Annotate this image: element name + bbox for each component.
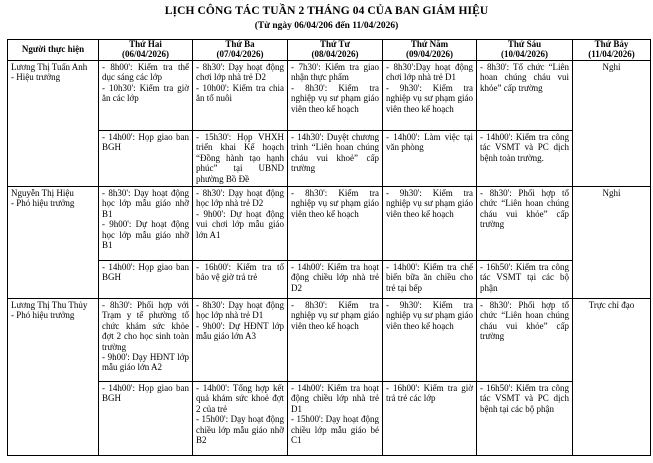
cell-r1-thu-pm xyxy=(383,130,477,186)
person-role: - Phó hiệu trưởng xyxy=(11,198,75,209)
schedule-item: - 14h00': Kiểm tra hoạt động chiều lớp nhà trẻ D1 xyxy=(291,382,379,414)
person-name: Lương Thị Thu Thủy xyxy=(11,299,88,310)
schedule-item: - 7h30': Kiểm tra giao nhận thực phẩm xyxy=(291,61,379,83)
header-saturday xyxy=(573,40,651,61)
cell-r3-thu-pm xyxy=(383,381,477,455)
schedule-item: - 14h00': Họp giao ban BGH xyxy=(102,382,189,404)
saturday-note: Trực chỉ đạo xyxy=(588,299,635,310)
schedule-item: - 14h00': Kiểm tra chế biến bữa ăn chiều cho trẻ tại bếp xyxy=(386,261,473,293)
schedule-item: - 8h30': Dạy hoạt động học lớp mẫu giáo nhỡ B1 xyxy=(102,187,189,219)
schedule-item: - 16h50': Kiểm tra công tác VSMT tại các bộ phận xyxy=(480,261,569,293)
schedule-item: - 9h00': Dự HĐNT lớp mẫu giáo lớn A3 xyxy=(196,320,284,342)
cell-r3-mon-pm xyxy=(99,381,193,455)
cell-r1-tue-am xyxy=(193,60,288,130)
schedule-item: - 9h00': Dạy HĐNT lớp mẫu giáo lớn A2 xyxy=(102,351,189,373)
cell-r2-fri-am xyxy=(477,186,573,260)
day-date: (11/04/2026) xyxy=(588,48,635,59)
schedule-item: - 8h30': Phối hợp với Trạm y tế phường tổ chức khám sức khỏe đợt 2 cho học sinh toàn trường xyxy=(102,299,189,352)
day-date: (06/04/2026) xyxy=(122,48,169,59)
schedule-item: - 16h00': Kiểm tra giờ trả trẻ các lớp xyxy=(386,382,473,404)
day-date: (10/04/2026) xyxy=(501,48,548,59)
document-title: LỊCH CÔNG TÁC TUẦN 2 THÁNG 04 CỦA BAN GIÁM HIỆU xyxy=(164,5,489,17)
schedule-item: - 15h00': Dạy hoạt động chiều lớp mẫu giáo nhỡ B2 xyxy=(196,414,284,445)
schedule-item: - 16h00': Kiểm tra tổ bảo vệ giờ trả trẻ xyxy=(196,261,284,283)
cell-r3-fri-pm xyxy=(477,381,573,455)
row-1-afternoon xyxy=(8,130,651,186)
cell-r3-tue-am xyxy=(193,298,288,381)
schedule-item: - 8h00': Kiểm tra thể dục sáng các lớp xyxy=(102,61,189,83)
cell-r3-wed-pm xyxy=(288,381,383,455)
cell-r2-saturday xyxy=(573,186,651,298)
document-subtitle: (Từ ngày 06/04/206 đến 11/04/2026) xyxy=(254,21,399,31)
schedule-item: - 9h00': Dự hoạt động vui chơi lớp mẫu giáo lớn A1 xyxy=(196,208,284,240)
header-tuesday xyxy=(193,40,288,61)
schedule-item: - 8h30': Tổ chức “Liên hoan chúng cháu vui khỏe” cấp trường xyxy=(480,61,569,93)
person-role: - Hiệu trưởng xyxy=(11,72,61,83)
schedule-item: - 14h00': Họp giao ban BGH xyxy=(102,131,189,153)
schedule-item: - 10h30': Kiểm tra giờ ăn các lớp xyxy=(102,82,189,104)
cell-r1-thu-am xyxy=(383,60,477,130)
cell-r3-mon-am xyxy=(99,298,193,381)
day-date: (09/04/2026) xyxy=(406,48,453,59)
schedule-item: - 14h00': Tổng hợp kết quả khám sức khoẻ đợt 2 của trẻ xyxy=(196,382,284,414)
day-name: Thứ Tư xyxy=(320,39,350,49)
schedule-item: - 14h00': Làm việc tại văn phòng xyxy=(386,131,473,153)
cell-r2-thu-am xyxy=(383,186,477,260)
schedule-item: - 8h30': Kiểm tra nghiệp vụ sư phạm giáo viên theo kế hoạch xyxy=(291,82,379,114)
day-name: Thứ Bảy xyxy=(594,39,629,49)
day-name: Thứ Sáu xyxy=(507,39,542,49)
header-row xyxy=(8,40,651,61)
day-name: Thứ Năm xyxy=(410,39,449,49)
cell-r3-wed-am xyxy=(288,298,383,381)
schedule-item: - 14h30': Duyệt chương trình “Liên hoan chúng cháu vui khoẻ” cấp trường xyxy=(291,131,379,174)
schedule-item: - 16h50': Kiểm tra công tác VSMT và PC dịch bệnh tại các bộ phận xyxy=(480,382,569,414)
schedule-item: - 14h00': Kiểm tra hoạt động chiều lớp nhà trẻ D2 xyxy=(291,261,379,293)
cell-r3-fri-am xyxy=(477,298,573,381)
schedule-item: - 8h30': Kiểm tra nghiệp vụ sư phạm giáo viên theo kế hoạch xyxy=(291,299,379,331)
person-role: - Phó hiệu trưởng xyxy=(11,310,75,321)
schedule-item: - 8h30': Dạy hoạt động học lớp nhà trẻ D2 xyxy=(196,187,284,209)
cell-r1-wed-am xyxy=(288,60,383,130)
cell-r1-fri-pm xyxy=(477,130,573,186)
day-date: (07/04/2026) xyxy=(216,48,264,59)
schedule-item: - 14h00': Kiểm tra công tác VSMT và PC dịch bệnh toàn trường. xyxy=(480,131,569,163)
cell-r1-saturday xyxy=(573,60,651,186)
schedule-item: - 8h30': Dạy hoạt động chơi lớp nhà trẻ D2 xyxy=(196,61,284,83)
person-name: Nguyễn Thị Hiệu xyxy=(11,187,74,198)
cell-r2-fri-pm xyxy=(477,260,573,298)
cell-r3-tue-pm xyxy=(193,381,288,455)
person-cell-2 xyxy=(8,186,99,298)
saturday-note: Nghỉ xyxy=(602,61,621,72)
cell-r2-thu-pm xyxy=(383,260,477,298)
header-wednesday xyxy=(288,40,383,61)
schedule-item: - 15h00': Dạy hoạt động chiều lớp mẫu giáo bé C1 xyxy=(291,414,379,445)
header-monday xyxy=(99,40,193,61)
cell-r1-mon-am xyxy=(99,60,193,130)
saturday-note: Nghỉ xyxy=(602,187,621,198)
header-person xyxy=(8,40,99,61)
day-name: Thứ Ba xyxy=(225,39,255,49)
cell-r2-wed-am xyxy=(288,186,383,260)
schedule-item: - 9h30': Kiểm tra nghiệp vụ sư phạm giáo viên theo kế hoạch xyxy=(386,299,473,331)
person-name: Lương Thị Tuấn Anh xyxy=(11,61,88,72)
person-cell-1 xyxy=(8,60,99,186)
day-date: (08/04/2026) xyxy=(311,48,359,59)
row-3-morning xyxy=(8,298,651,381)
schedule-item: - 8h30':Dạy hoạt động chơi lớp nhà trẻ D1 xyxy=(386,61,473,83)
cell-r2-tue-pm xyxy=(193,260,288,298)
cell-r2-wed-pm xyxy=(288,260,383,298)
cell-r2-mon-pm xyxy=(99,260,193,298)
cell-r1-mon-pm xyxy=(99,130,193,186)
row-3-afternoon xyxy=(8,381,651,455)
schedule-table xyxy=(7,39,651,456)
schedule-item: - 8h30': Kiểm tra nghiệp vụ sư phạm giáo viên theo kế hoạch xyxy=(291,187,379,219)
cell-r2-mon-am xyxy=(99,186,193,260)
cell-r1-wed-pm xyxy=(288,130,383,186)
cell-r3-thu-am xyxy=(383,298,477,381)
day-name: Thứ Hai xyxy=(129,39,162,49)
cell-r3-saturday xyxy=(573,298,651,455)
schedule-item: - 9h30': Kiểm tra nghiệp vụ sư phạm giáo viên theo kế hoạch xyxy=(386,187,473,219)
cell-r2-tue-am xyxy=(193,186,288,260)
cell-r1-tue-pm xyxy=(193,130,288,186)
schedule-item: - 15h30': Họp VHXH triển khai Kế hoạch “Đồng hành tạo hạnh phúc” tại UBND phường Bồ Đề xyxy=(196,131,284,184)
header-thursday xyxy=(383,40,477,61)
schedule-item: - 8h30': Phối hợp tổ chức “Liên hoan chúng cháu vui khỏe” cấp trường xyxy=(480,187,569,230)
schedule-item: - 9h30': Kiểm tra nghiệp vụ sư phạm giáo viên theo kế hoạch xyxy=(386,82,473,114)
person-cell-3 xyxy=(8,298,99,455)
schedule-item: - 10h00': Kiểm tra chia ăn tổ nuôi xyxy=(196,82,284,104)
row-2-morning xyxy=(8,186,651,260)
row-2-afternoon xyxy=(8,260,651,298)
row-1-morning xyxy=(8,60,651,130)
schedule-item: - 9h00': Dự hoạt động học lớp mẫu giáo nhỡ B1 xyxy=(102,219,189,250)
cell-r1-fri-am xyxy=(477,60,573,130)
schedule-item: - 8h30': Phối hợp tổ chức “Liên hoan chúng cháu vui khỏe” cấp trường xyxy=(480,299,569,342)
header-friday xyxy=(477,40,573,61)
schedule-item: - 8h30': Dạy hoạt động học lớp nhà trẻ D1 xyxy=(196,299,284,321)
header-person-label: Người thực hiện xyxy=(21,43,85,54)
schedule-item: - 14h00': Họp giao ban BGH xyxy=(102,261,189,283)
